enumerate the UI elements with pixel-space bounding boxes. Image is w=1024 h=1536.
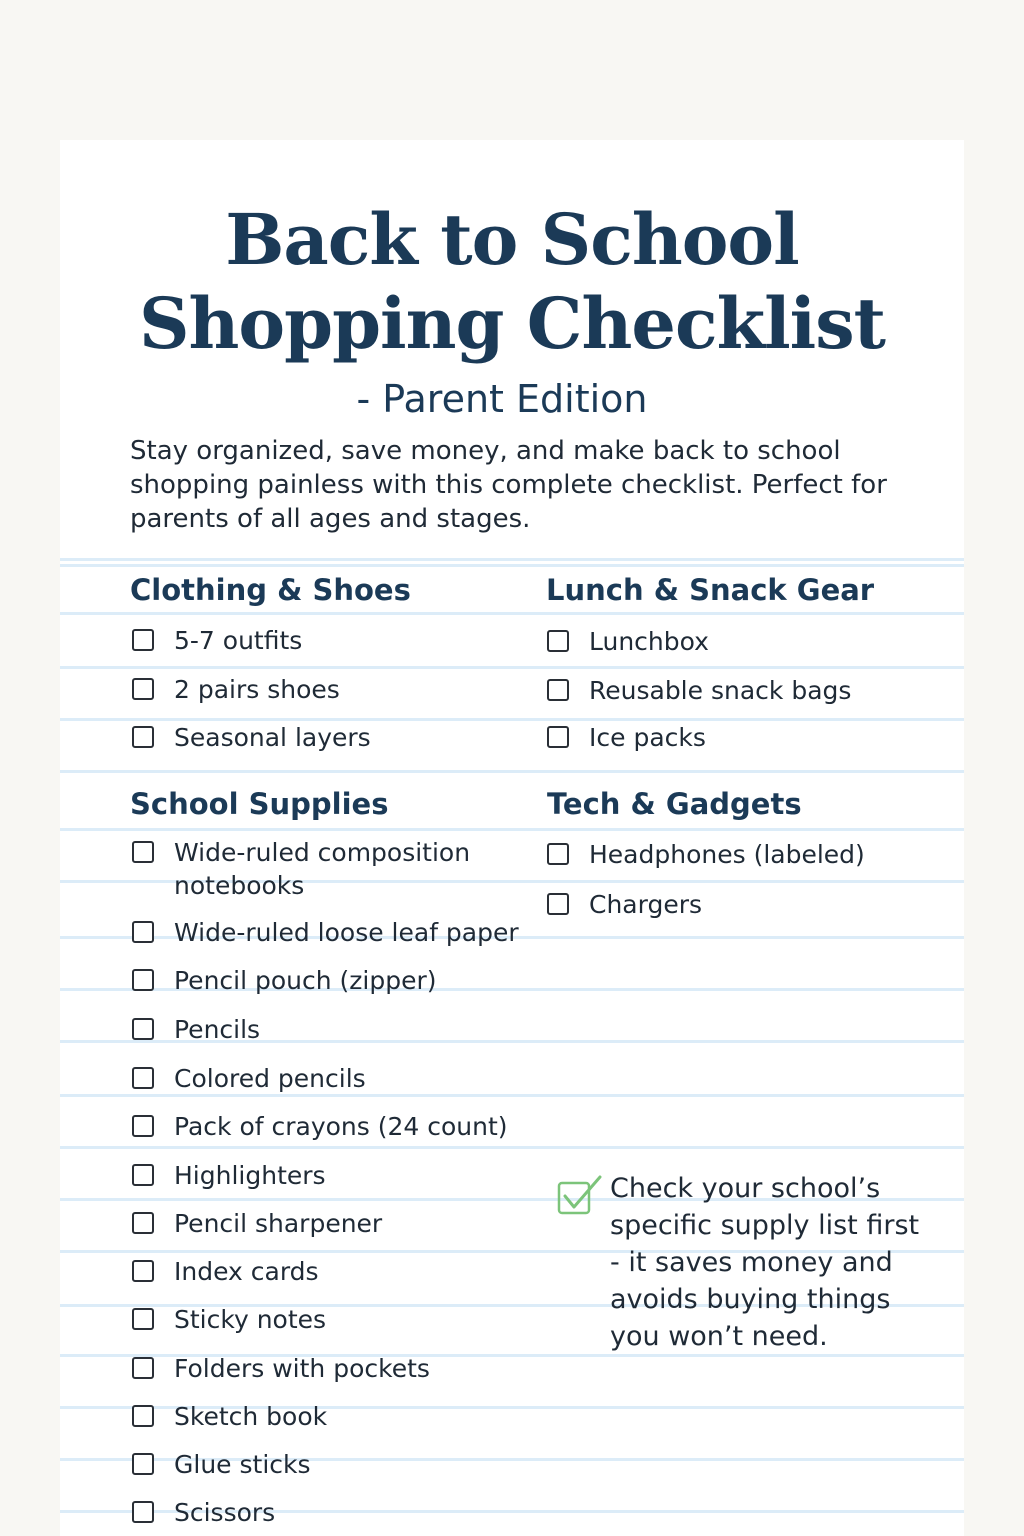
checklist-item-label: 5-7 outfits [174,626,303,655]
section-title-clothing: Clothing & Shoes [130,573,411,607]
checklist-item-label: Reusable snack bags [589,676,852,705]
checklist-item-label: Ice packs [589,723,706,752]
checkbox[interactable] [547,843,569,865]
checkbox[interactable] [132,1357,154,1379]
ruled-line [60,612,964,615]
checkbox[interactable] [547,726,569,748]
checkbox[interactable] [132,921,154,943]
ruled-line [60,666,964,669]
checklist-item[interactable] [132,1303,326,1336]
checklist-item[interactable] [132,1255,319,1288]
checklist-item[interactable] [132,1159,326,1192]
checklist-item-label: Wide-ruled composition notebooks [174,838,471,900]
checklist-item[interactable] [547,721,706,754]
checklist-item-label: Sketch book [174,1402,328,1431]
ruled-line [60,770,964,773]
checkbox[interactable] [132,969,154,991]
checklist-item-label: Glue sticks [174,1450,311,1479]
checklist-item-label: Highlighters [174,1161,326,1190]
checklist-item[interactable] [132,1496,275,1529]
checklist-item-label: Seasonal layers [174,723,371,752]
checklist-item[interactable] [132,836,532,902]
checkbox[interactable] [132,1067,154,1089]
page-title-line-2: Shopping Checklist [138,282,886,365]
checklist-item-label: Scissors [174,1498,276,1527]
checklist-item[interactable] [547,625,709,658]
page-subtitle: - Parent Edition [356,377,648,421]
checkbox[interactable] [132,678,154,700]
checkbox[interactable] [132,1501,154,1523]
section-title-lunch: Lunch & Snack Gear [546,573,875,607]
checklist-item[interactable] [132,964,437,997]
checklist-item-label: Folders with pockets [174,1354,430,1383]
ruled-line [60,1146,964,1149]
checkbox[interactable] [132,726,154,748]
checkbox[interactable] [132,629,154,651]
check-square-icon [556,1174,604,1218]
checkbox[interactable] [132,1453,154,1475]
checklist-item[interactable] [132,1448,311,1481]
checkbox[interactable] [132,1018,154,1040]
checklist-item[interactable] [132,721,371,754]
page-title-line-1: Back to School [225,198,799,281]
checklist-item[interactable] [132,1110,508,1143]
checklist-item-label: Pencil pouch (zipper) [174,966,437,995]
checklist-item[interactable] [132,624,302,657]
checklist-item-label: Lunchbox [589,627,709,656]
checklist-item[interactable] [132,673,340,706]
checkbox[interactable] [132,1260,154,1282]
intro-paragraph: Stay organized, save money, and make back to school shopping painless with this complete checklist. Perfect for parents of all ages and stages. [130,436,887,534]
checklist-item[interactable] [547,674,851,707]
checklist-item[interactable] [132,1062,366,1095]
section-title-tech: Tech & Gadgets [547,787,802,821]
checkbox[interactable] [132,841,154,863]
checklist-item[interactable] [132,1352,430,1385]
checklist-item-label: Wide-ruled loose leaf paper [174,918,519,947]
checklist-item[interactable] [547,888,702,921]
checklist-item[interactable] [132,1013,260,1046]
checkbox[interactable] [132,1405,154,1427]
checklist-item-label: Colored pencils [174,1064,366,1093]
checklist-item-label: Pack of crayons (24 count) [174,1112,508,1141]
checklist-item-label: Index cards [174,1257,319,1286]
checkbox[interactable] [132,1212,154,1234]
checkbox[interactable] [132,1308,154,1330]
checkbox[interactable] [132,1164,154,1186]
ruled-line [60,558,964,561]
checklist-sheet [60,140,964,1536]
checklist-item-label: Pencil sharpener [174,1209,383,1238]
checkbox[interactable] [547,679,569,701]
checkbox[interactable] [132,1115,154,1137]
tip-callout [556,1170,936,1355]
checklist-item-label: 2 pairs shoes [174,675,340,704]
checklist-item[interactable] [132,1400,327,1433]
checklist-item-label: Chargers [589,890,703,919]
checklist-item[interactable] [132,916,519,949]
section-title-supplies: School Supplies [130,787,389,821]
checkbox[interactable] [547,893,569,915]
ruled-line [60,564,964,567]
checklist-item-label: Pencils [174,1015,261,1044]
checklist-item-label: Headphones (labeled) [589,840,865,869]
checklist-item[interactable] [132,1207,382,1240]
ruled-line [60,828,964,831]
checklist-item-label: Sticky notes [174,1305,327,1334]
checklist-item[interactable] [547,838,865,871]
checkbox[interactable] [547,630,569,652]
tip-text: Check your school’s specific supply list first - it saves money and avoids buying things you won’t need. [610,1173,920,1352]
